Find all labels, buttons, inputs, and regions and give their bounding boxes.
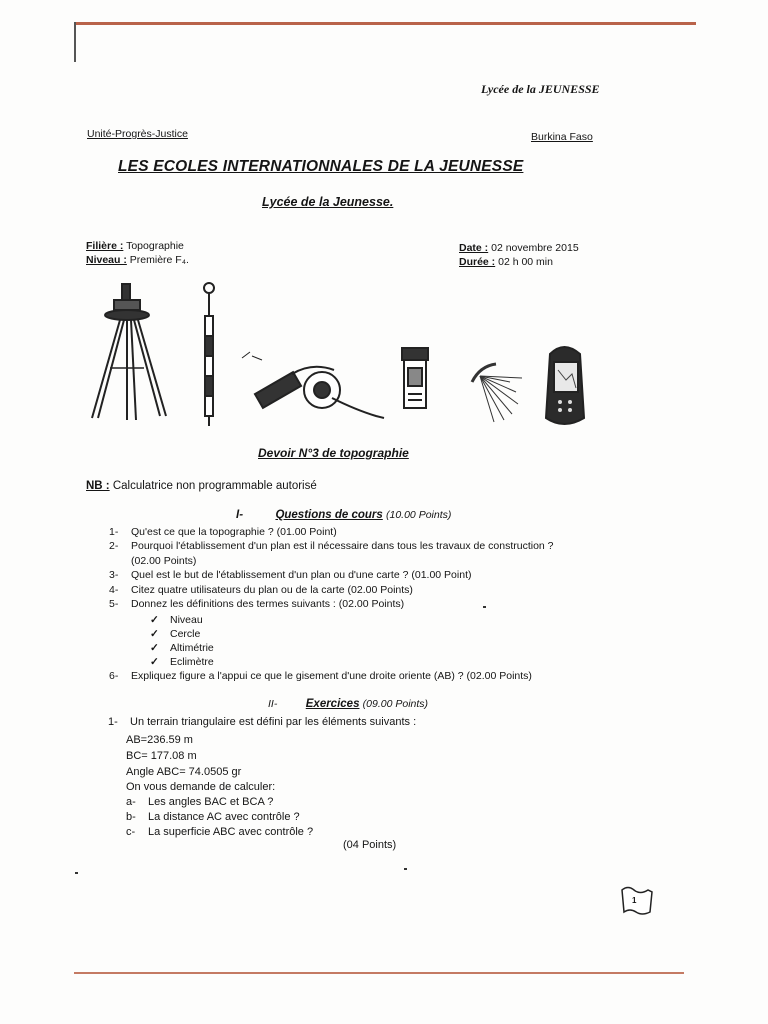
duree-line [459, 256, 553, 268]
scan-edge-top [74, 22, 696, 25]
ranging-pole-image [204, 283, 214, 426]
exercise-number: 1- [108, 716, 118, 728]
question-number: 5- [109, 598, 119, 610]
term-item [150, 628, 200, 640]
check-icon: ✓ [150, 614, 159, 626]
exercise-line: AB=236.59 m [126, 734, 193, 746]
item-text: Les angles BAC et BCA ? [148, 796, 274, 808]
tripod-theodolite-image [92, 284, 166, 420]
question-number: 2- [109, 540, 119, 552]
check-icon: ✓ [150, 656, 159, 668]
filiere-value: Topographie [123, 240, 184, 252]
main-title: LES ECOLES INTERNATIONNALES DE LA JEUNESSE [118, 158, 524, 175]
term-item [150, 614, 203, 626]
question-text: Donnez les définitions des termes suivants : (02.00 Points) [131, 598, 405, 610]
nb-label: NB : [86, 480, 110, 492]
nb-line [86, 480, 317, 492]
exercise-line: On vous demande de calculer: [126, 781, 276, 793]
question-5 [109, 598, 404, 610]
term-text: Eclimètre [170, 656, 214, 668]
section2-number: II- [268, 698, 278, 710]
country: Burkina Faso [531, 131, 593, 143]
niveau-line [86, 254, 189, 266]
date-line [459, 242, 579, 254]
devoir-title: Devoir N°3 de topographie [258, 446, 409, 460]
exercise-1-intro [108, 716, 416, 728]
school-name-top: Lycée de la JEUNESSE [481, 82, 600, 96]
term-item [150, 642, 214, 654]
question-1 [109, 526, 337, 538]
item-letter: c- [126, 826, 136, 838]
date-value: 02 novembre 2015 [488, 242, 579, 254]
item-letter: b- [126, 811, 136, 823]
section1-title: Questions de cours [275, 509, 383, 521]
question-text: Quel est le but de l'établissement d'un plan ou d'une carte ? (01.00 Point) [131, 569, 472, 581]
exercise-line: BC= 177.08 m [126, 750, 197, 762]
check-icon: ✓ [150, 642, 159, 654]
question-6 [109, 670, 532, 682]
exercise-1-points: (04 Points) [343, 839, 397, 851]
term-text: Cercle [170, 628, 201, 640]
term-item [150, 656, 214, 668]
question-text: Citez quatre utilisateurs du plan ou de la carte (02.00 Points) [131, 584, 413, 596]
niveau-value: Première F₄. [126, 254, 189, 266]
clinometer-image [402, 348, 428, 408]
date-label: Date : [459, 242, 489, 254]
question-4 [109, 584, 413, 596]
question-number: 6- [109, 670, 119, 682]
question-3 [109, 569, 471, 581]
item-letter: a- [126, 796, 136, 808]
question-text: Expliquez figure a l'appui ce que le gisement d'une droite oriente (AB) ? (02.00 Points) [131, 670, 532, 682]
filiere-label: Filière : [86, 240, 124, 252]
measuring-tape-image [242, 352, 384, 418]
scan-edge-bottom [74, 972, 684, 974]
term-text: Altimétrie [170, 642, 214, 654]
question-text: Qu'est ce que la topographie ? (01.00 Point) [131, 526, 337, 538]
check-icon: ✓ [150, 628, 159, 640]
scan-speck [75, 872, 78, 874]
section1-heading [236, 509, 451, 521]
duree-value: 02 h 00 min [495, 256, 553, 268]
page-number: 1 [632, 896, 637, 905]
motto: Unité-Progrès-Justice [87, 128, 188, 140]
surveying-illustrations [80, 270, 620, 440]
page-number-scroll-icon [618, 884, 660, 918]
section1-number: I- [236, 509, 244, 521]
scan-speck [404, 868, 407, 870]
section2-points: (09.00 Points) [362, 698, 429, 710]
item-text: La distance AC avec contrôle ? [148, 811, 300, 823]
question-text: Pourquoi l'établissement d'un plan est il nécessaire dans tous les travaux de construction ? [131, 540, 554, 552]
question-2 [109, 540, 554, 552]
exercise-item-b [126, 811, 300, 823]
section2-title: Exercices [305, 698, 360, 710]
term-text: Niveau [170, 614, 203, 626]
question-number: 3- [109, 569, 119, 581]
section2-heading [268, 698, 428, 710]
section1-points: (10.00 Points) [386, 509, 452, 521]
scan-speck [483, 606, 486, 608]
exercise-item-c [126, 826, 313, 838]
scan-edge-left [74, 22, 76, 62]
subtitle: Lycée de la Jeunesse. [262, 195, 394, 209]
question-2-continuation: (02.00 Points) [131, 555, 197, 567]
niveau-label: Niveau : [86, 254, 127, 266]
item-text: La superficie ABC avec contrôle ? [148, 826, 314, 838]
angle-fan-image [472, 364, 522, 422]
exercise-intro-text: Un terrain triangulaire est défini par les éléments suivants : [130, 716, 417, 728]
question-number: 4- [109, 584, 119, 596]
duree-label: Durée : [459, 256, 496, 268]
exercise-item-a [126, 796, 273, 808]
nb-text: Calculatrice non programmable autorisé [109, 480, 317, 492]
question-number: 1- [109, 526, 119, 538]
exercise-line: Angle ABC= 74.0505 gr [126, 766, 242, 778]
filiere-line [86, 240, 184, 252]
gps-device-image [546, 347, 584, 424]
